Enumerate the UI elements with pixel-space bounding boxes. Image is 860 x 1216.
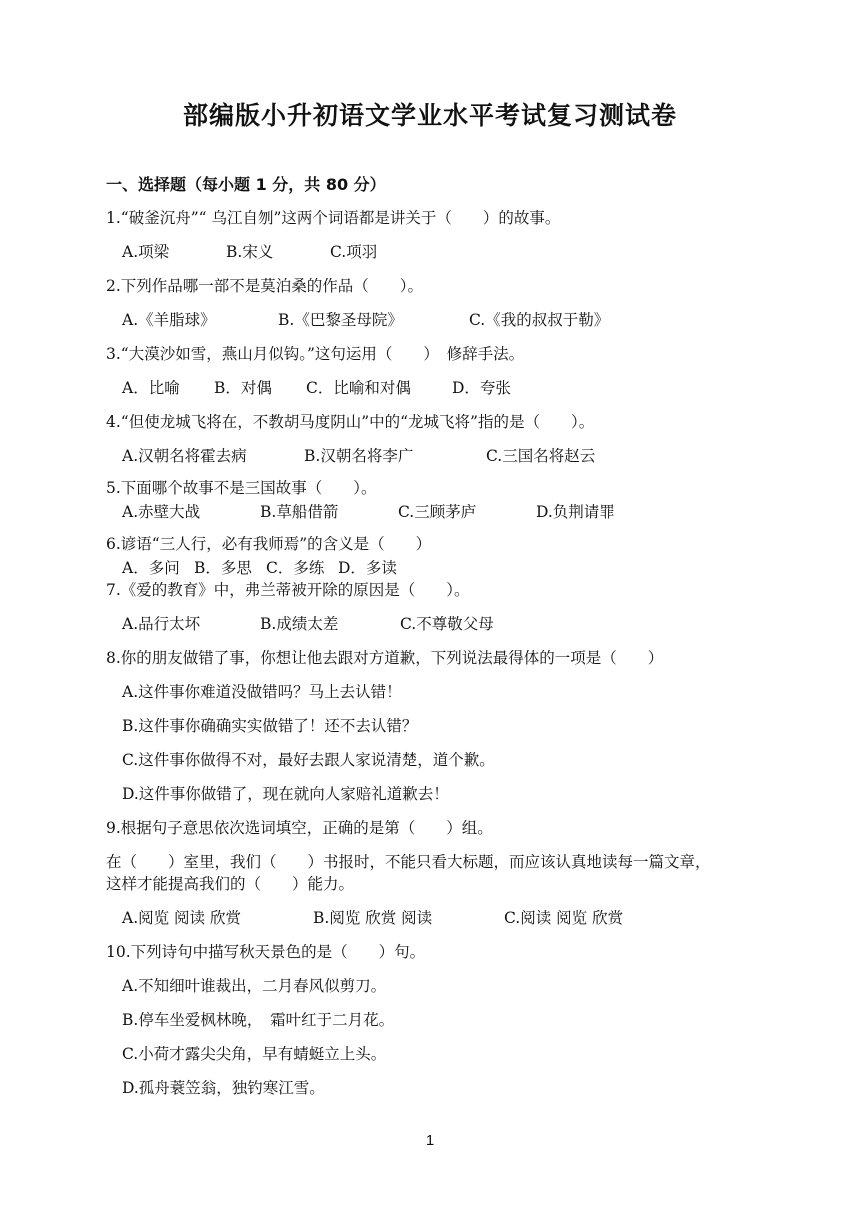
option-b: B.阅览 欣赏 阅读	[313, 909, 433, 927]
question-3-stem: 3.“大漠沙如雪，燕山月似钩。”这句运用（ ） 修辞手法。	[106, 345, 525, 363]
page-number: 1	[425, 1132, 435, 1149]
question-5-options	[122, 500, 615, 522]
question-6-options	[122, 556, 397, 578]
question-3-options	[122, 376, 511, 398]
question-10-option-b: B.停车坐爱枫林晚， 霜叶红于二月花。	[122, 1011, 395, 1029]
question-4-options	[122, 444, 595, 466]
option-a: A.品行太坏	[122, 615, 201, 633]
question-8-option-b: B.这件事你确确实实做错了！还不去认错？	[122, 717, 418, 735]
question-8-option-a: A.这件事你难道没做错吗？马上去认错！	[122, 683, 402, 701]
option-c: C．比喻和对偶	[306, 379, 411, 397]
question-1-options	[122, 240, 377, 262]
option-d: D．夸张	[452, 379, 511, 397]
question-9-passage-line-2: 这样才能提高我们的（ ）能力。	[106, 875, 355, 893]
option-a: A.阅览 阅读 欣赏	[122, 909, 241, 927]
question-4-stem: 4.“但使龙城飞将在，不教胡马度阴山”中的“龙城飞将”指的是（ ）。	[106, 413, 595, 431]
option-d: D．多读	[338, 559, 397, 577]
option-b: B.草船借箭	[260, 503, 339, 521]
option-a: A.汉朝名将霍去病	[122, 447, 247, 465]
question-2-stem: 2.下列作品哪一部不是莫泊桑的作品（ ）。	[106, 277, 424, 295]
question-5-stem: 5.下面哪个故事不是三国故事（ ）。	[106, 479, 377, 497]
question-10-option-a: A.不知细叶谁裁出，二月春风似剪刀。	[122, 977, 387, 995]
option-a: A．多问	[122, 559, 180, 577]
option-b: B．多思	[194, 559, 252, 577]
question-2-options	[122, 308, 609, 330]
question-9-passage-line-1: 在（ ）室里，我们（ ）书报时，不能只看大标题，而应该认真地读每一篇文章，	[106, 853, 711, 871]
question-7-options	[122, 612, 494, 634]
option-a: A．比喻	[122, 379, 180, 397]
question-1-stem: 1.“破釜沉舟”“ 乌江自刎”这两个词语都是讲关于（ ）的故事。	[106, 209, 561, 227]
option-b: B.汉朝名将李广	[304, 447, 414, 465]
question-9-stem: 9.根据句子意思依次选词填空，正确的是第（ ）组。	[106, 819, 493, 837]
question-7-stem: 7.《爱的教育》中，弗兰蒂被开除的原因是（ ）。	[106, 581, 470, 599]
option-a: A.《羊脂球》	[122, 311, 216, 329]
option-b: B.《巴黎圣母院》	[278, 311, 403, 329]
option-a: A.赤壁大战	[122, 503, 201, 521]
page-title: 部编版小升初语文学业水平考试复习测试卷	[182, 101, 677, 130]
question-8-option-c: C.这件事你做得不对，最好去跟人家说清楚，道个歉。	[122, 751, 495, 769]
option-c: C.三国名将赵云	[486, 447, 596, 465]
question-10-option-c: C.小荷才露尖尖角，早有蜻蜓立上头。	[122, 1045, 387, 1063]
option-c: C.三顾茅庐	[398, 503, 477, 521]
question-8-stem: 8.你的朋友做错了事，你想让他去跟对方道歉，下列说法最得体的一项是（ ）	[106, 649, 664, 667]
option-b: B.宋义	[226, 243, 274, 261]
question-8-option-d: D.这件事你做错了，现在就向人家赔礼道歉去！	[122, 785, 449, 803]
option-b: B．对偶	[214, 379, 272, 397]
section-heading: 一、选择题（每小题 1 分，共 80 分）	[106, 175, 386, 194]
option-c: C.《我的叔叔于勒》	[469, 311, 610, 329]
question-10-stem: 10.下列诗句中描写秋天景色的是（ ）句。	[106, 943, 426, 961]
option-c: C．多练	[266, 559, 325, 577]
question-10-option-d: D.孤舟蓑笠翁，独钓寒江雪。	[122, 1079, 325, 1097]
option-c: C.项羽	[330, 243, 378, 261]
option-b: B.成绩太差	[260, 615, 339, 633]
question-9-options	[122, 906, 623, 928]
option-c: C.阅读 阅览 欣赏	[504, 909, 624, 927]
option-a: A.项梁	[122, 243, 170, 261]
option-c: C.不尊敬父母	[400, 615, 494, 633]
option-d: D.负荆请罪	[536, 503, 615, 521]
question-6-stem: 6.谚语“三人行，必有我师焉”的含义是（ ）	[106, 535, 432, 553]
